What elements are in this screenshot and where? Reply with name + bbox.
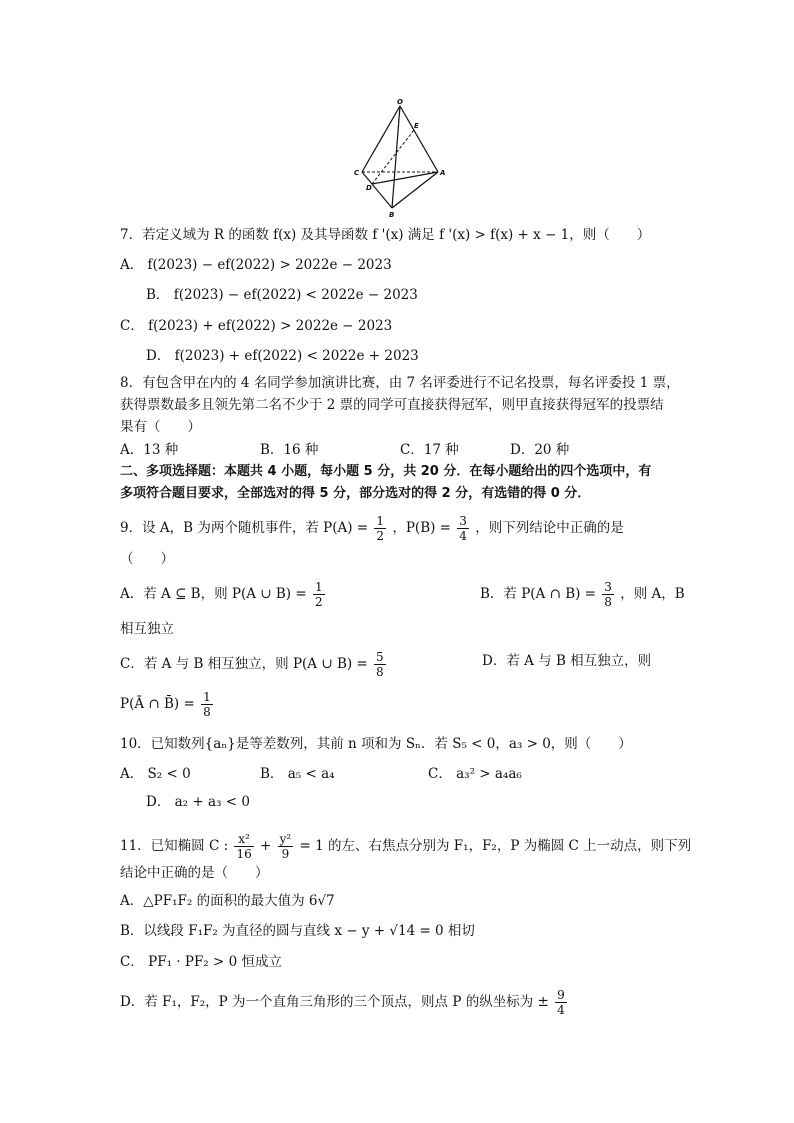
q10-option-a: A． S₂ < 0 <box>120 766 191 782</box>
q9-option-a: A．若 A ⊆ B，则 P(A ∪ B) = $\frac{1}{2}$ <box>120 580 323 609</box>
q9-option-d: D．若 A 与 B 相互独立，则 <box>482 653 652 669</box>
q11-option-a: A．△PF₁F₂ 的面积的最大值为 6√7 <box>120 893 335 909</box>
q8-line1: 8．有包含甲在内的 4 名同学参加演讲比赛，由 7 名评委进行不记名投票，每名评委投 1 票， <box>120 375 680 391</box>
q7-option-d: D． f(2023) + ef(2022) < 2022e + 2023 <box>146 348 419 364</box>
q9-option-b: B．若 P(A ∩ B) = $\frac{3}{8}$ ，则 A，B <box>480 580 685 609</box>
label-a: A <box>440 169 446 177</box>
q11-option-b: B．以线段 F₁F₂ 为直径的圆与直线 x − y + √14 = 0 相切 <box>120 923 475 939</box>
q9-option-b-cont: 相互独立 <box>120 621 174 637</box>
q9-option-c: C．若 A 与 B 相互独立，则 P(A ∪ B) = $\frac{5}{8}$ <box>120 650 384 679</box>
q10-option-c: C． a₃² > a₄a₆ <box>428 766 522 782</box>
q7-option-a: A． f(2023) − ef(2022) > 2022e − 2023 <box>120 257 392 273</box>
q10-option-b: B． a₅ < a₄ <box>260 766 335 782</box>
q7-option-b: B． f(2023) − ef(2022) < 2022e − 2023 <box>146 287 418 303</box>
q11-stem: 11．已知椭圆 C : $\frac{\text{x²}}{16}$ + $\frac{\text{y²}}{9}$ = 1 的左、右焦点分别为 F₁，F₂，P 为椭圆 C 上一动点，则下列 <box>120 832 692 861</box>
q11-option-c: C． PF₁ · PF₂ > 0 恒成立 <box>120 954 282 970</box>
q9-option-d-cont: P(Ā ∩ B̄) = $\frac{1}{8}$ <box>120 690 211 719</box>
q8-option-d: D．20 种 <box>510 442 570 458</box>
q7-stem: 7．若定义域为 R 的函数 f(x) 及其导函数 f '(x) 满足 f '(x) > f(x) + x − 1，则（ ） <box>120 227 651 243</box>
label-b: B <box>389 211 395 218</box>
q8-line3: 果有（ ） <box>120 419 201 435</box>
q10-option-d: D． a₂ + a₃ < 0 <box>146 794 250 810</box>
tetrahedron-figure <box>350 98 450 218</box>
q11-option-d: D．若 F₁，F₂，P 为一个直角三角形的三个顶点，则点 P 的纵坐标为 ± $\frac{9}{4}$ <box>120 988 565 1017</box>
label-e: E <box>414 122 419 130</box>
q9-paren: （ ） <box>120 551 174 567</box>
label-o: O <box>397 98 403 106</box>
label-c: C <box>354 169 360 177</box>
q7-option-c: C． f(2023) + ef(2022) > 2022e − 2023 <box>120 318 393 334</box>
q8-option-b: B．16 种 <box>260 442 319 458</box>
section2-line2: 多项符合题目要求，全部选对的得 5 分，部分选对的得 2 分，有选错的得 0 分． <box>120 486 591 501</box>
q8-line2: 获得票数最多且领先第二名不少于 2 票的同学可直接获得冠军，则甲直接获得冠军的投票结 <box>120 397 664 413</box>
q11-stem2: 结论中正确的是（ ） <box>120 865 269 881</box>
q10-stem: 10．已知数列{aₙ}是等差数列，其前 n 项和为 Sₙ．若 S₅ < 0，a₃ > 0，则（ ） <box>120 736 632 752</box>
q8-option-a: A．13 种 <box>120 442 179 458</box>
q9-stem: 9．设 A，B 为两个随机事件，若 P(A) = $\frac{1}{2}$ ，P(B) = $\frac{3}{4}$ ，则下列结论中正确的是 <box>120 514 624 543</box>
label-d: D <box>366 184 372 192</box>
q8-option-c: C．17 种 <box>400 442 459 458</box>
section2-line1: 二、多项选择题：本题共 4 小题，每小题 5 分，共 20 分．在每小题给出的四个选项中，有 <box>120 464 652 479</box>
